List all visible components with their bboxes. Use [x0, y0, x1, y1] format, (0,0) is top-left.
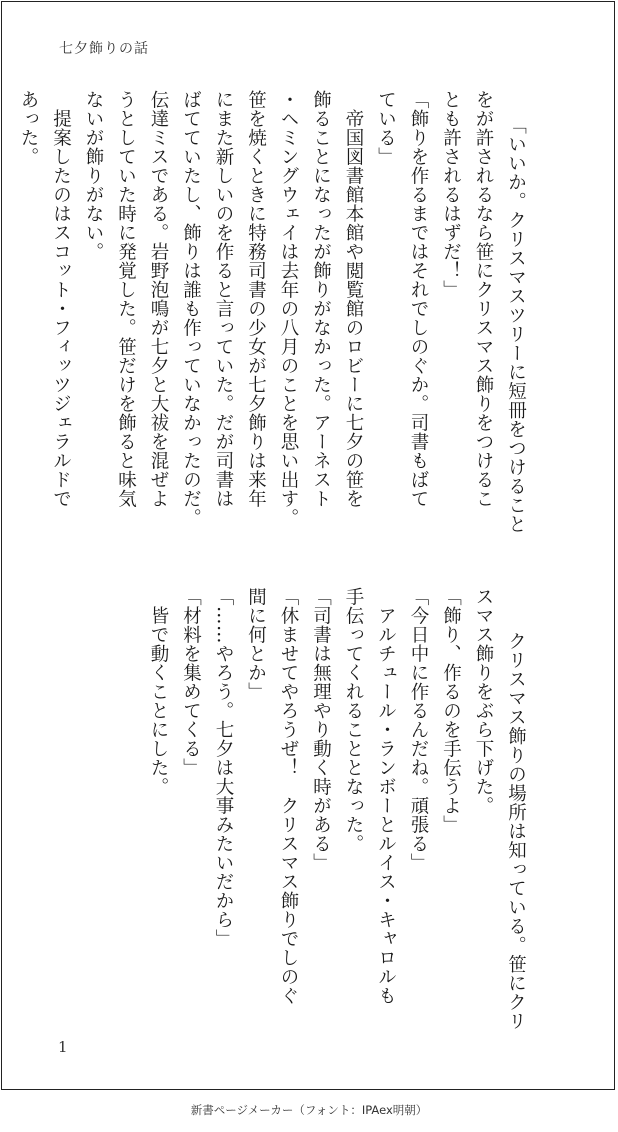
- text-line: 飾ることになったが飾りがなかった。アーネスト: [310, 90, 332, 508]
- text-line: うとしていた時に発覚した。笹だけを飾ると味気: [115, 90, 137, 508]
- text-line: とも許されるはずだ！」: [440, 90, 462, 299]
- text-line: 伝達ミスである。岩野泡鳴が七夕と大祓を混ぜよ: [148, 90, 169, 508]
- text-line: アルチュール・ランボーとルイス・キャロルも: [375, 587, 397, 1005]
- page-title: 七夕飾りの話: [59, 41, 149, 57]
- lower-text-block: [109, 587, 564, 1031]
- footer-credit: 新書ページメーカー（フォント：IPAex明朝）: [190, 1103, 428, 1117]
- text-line: スマス飾りをぶら下げた。: [473, 587, 494, 815]
- text-line: 皆で動くことにした。: [148, 587, 169, 796]
- text-line: 間に何とか」: [245, 587, 267, 701]
- text-line: 「……やろう。七夕は大事みたいだから」: [213, 587, 234, 948]
- text-line: 「司書は無理やり動く時がある」: [310, 587, 332, 872]
- text-line: 「休ませてやろうぜ！ クリスマス飾りでしのぐ: [278, 587, 299, 1005]
- text-line: 「今日中に作るんだね。頑張る」: [408, 587, 429, 872]
- text-line: 「いいか。クリスマスツリーに短冊をつけること: [505, 115, 527, 534]
- text-line: ・ヘミングウェイは去年の八月のことを思い出す。: [278, 90, 299, 527]
- text-line: ている」: [375, 90, 397, 166]
- text-line: 「飾り、作るのを手伝うよ」: [440, 587, 462, 834]
- text-line: 帝国図書館本館や閲覧館のロビーに七夕の笹を: [343, 90, 364, 508]
- text-line: 手伝ってくれることとなった。: [343, 587, 364, 853]
- text-line: 提案したのはスコット・フィッツジェラルドで: [50, 90, 72, 508]
- text-line: にまた新しいのを作ると言っていた。だが司書は: [213, 90, 234, 508]
- text-line: あった。: [18, 90, 39, 166]
- text-line: をが許されるなら笹にクリスマス飾りをつけるこ: [473, 90, 494, 508]
- page-frame: [1, 1, 615, 1090]
- text-line: ばてていたし、飾りは誰も作っていなかったのだ。: [180, 90, 202, 527]
- upper-text-block: [0, 90, 564, 534]
- text-line: クリスマス飾りの場所は知っている。笹にクリ: [505, 612, 527, 1031]
- page-number: 1: [58, 1038, 68, 1056]
- text-line: 「材料を集めてくる」: [180, 587, 202, 777]
- text-line: 「飾りを作るまではそれでしのぐか。司書もばて: [408, 90, 429, 508]
- text-line: ないが飾りがない。: [83, 90, 104, 261]
- text-line: 笹を焼くときに特務司書の少女が七夕飾りは来年: [245, 90, 267, 508]
